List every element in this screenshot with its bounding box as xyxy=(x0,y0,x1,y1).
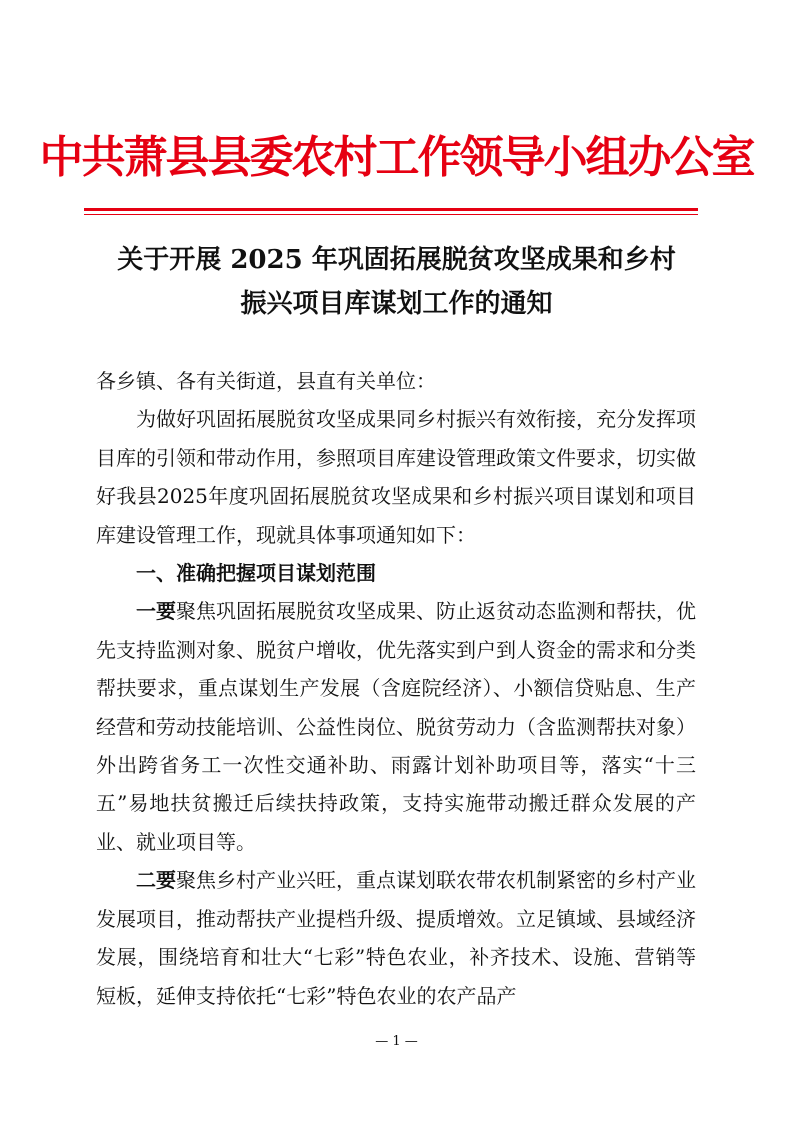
document-body xyxy=(96,362,696,1015)
document-title xyxy=(0,238,793,326)
document-title-line-2: 振兴项目库谋划工作的通知 xyxy=(240,289,553,319)
org-masthead: 中共萧县县委农村工作领导小组办公室 xyxy=(39,132,754,183)
salutation: 各乡镇、各有关街道，县直有关单位： xyxy=(96,369,436,393)
section-heading: 一、准确把握项目谋划范围 xyxy=(136,561,376,586)
paragraph-lead: 二要 xyxy=(136,868,176,893)
body-paragraph-1 xyxy=(96,592,696,861)
page-number: — 1 — xyxy=(375,1034,418,1049)
document-title-line-1: 关于开展 2025 年巩固拓展脱贫攻坚成果和乡村 xyxy=(117,245,676,275)
red-header-rule xyxy=(84,208,698,211)
paragraph-text: 聚焦巩固拓展脱贫攻坚成果、防止返贫动态监测和帮扶，优先支持监测对象、脱贫户增收，优先落实到户到人资金的需求和分类帮扶要求，重点谋划生产发展（含庭院经济）、小额信贷贴息、生产经营和劳动技能培训、公益性岗位、脱贫劳动力（含监测帮扶对象）外出跨省务工一次性交通补助、雨露计划补助项目等，落实“十三五”易地扶贫搬迁后续扶持政策，支持实施带动搬迁群众发展的产业、就业项目等。 xyxy=(96,599,696,854)
red-header-rule-thin xyxy=(84,214,698,215)
body-paragraph-2 xyxy=(96,861,696,1015)
paragraph-text: 聚焦乡村产业兴旺，重点谋划联农带农机制紧密的乡村产业发展项目，推动帮扶产业提档升级、提质增效。立足镇域、县域经济发展，围绕培育和壮大“七彩”特色农业，补齐技术、设施、营销等短板，延伸支持依托“七彩”特色农业的农产品产 xyxy=(96,868,696,1008)
paragraph-lead: 一要 xyxy=(136,599,176,624)
intro-paragraph: 为做好巩固拓展脱贫攻坚成果同乡村振兴有效衔接，充分发挥项目库的引领和带动作用，参照项目库建设管理政策文件要求，切实做好我县2025年度巩固拓展脱贫攻坚成果和乡村振兴项目谋划和项目库建设管理工作，现就具体事项通知如下： xyxy=(96,407,696,547)
